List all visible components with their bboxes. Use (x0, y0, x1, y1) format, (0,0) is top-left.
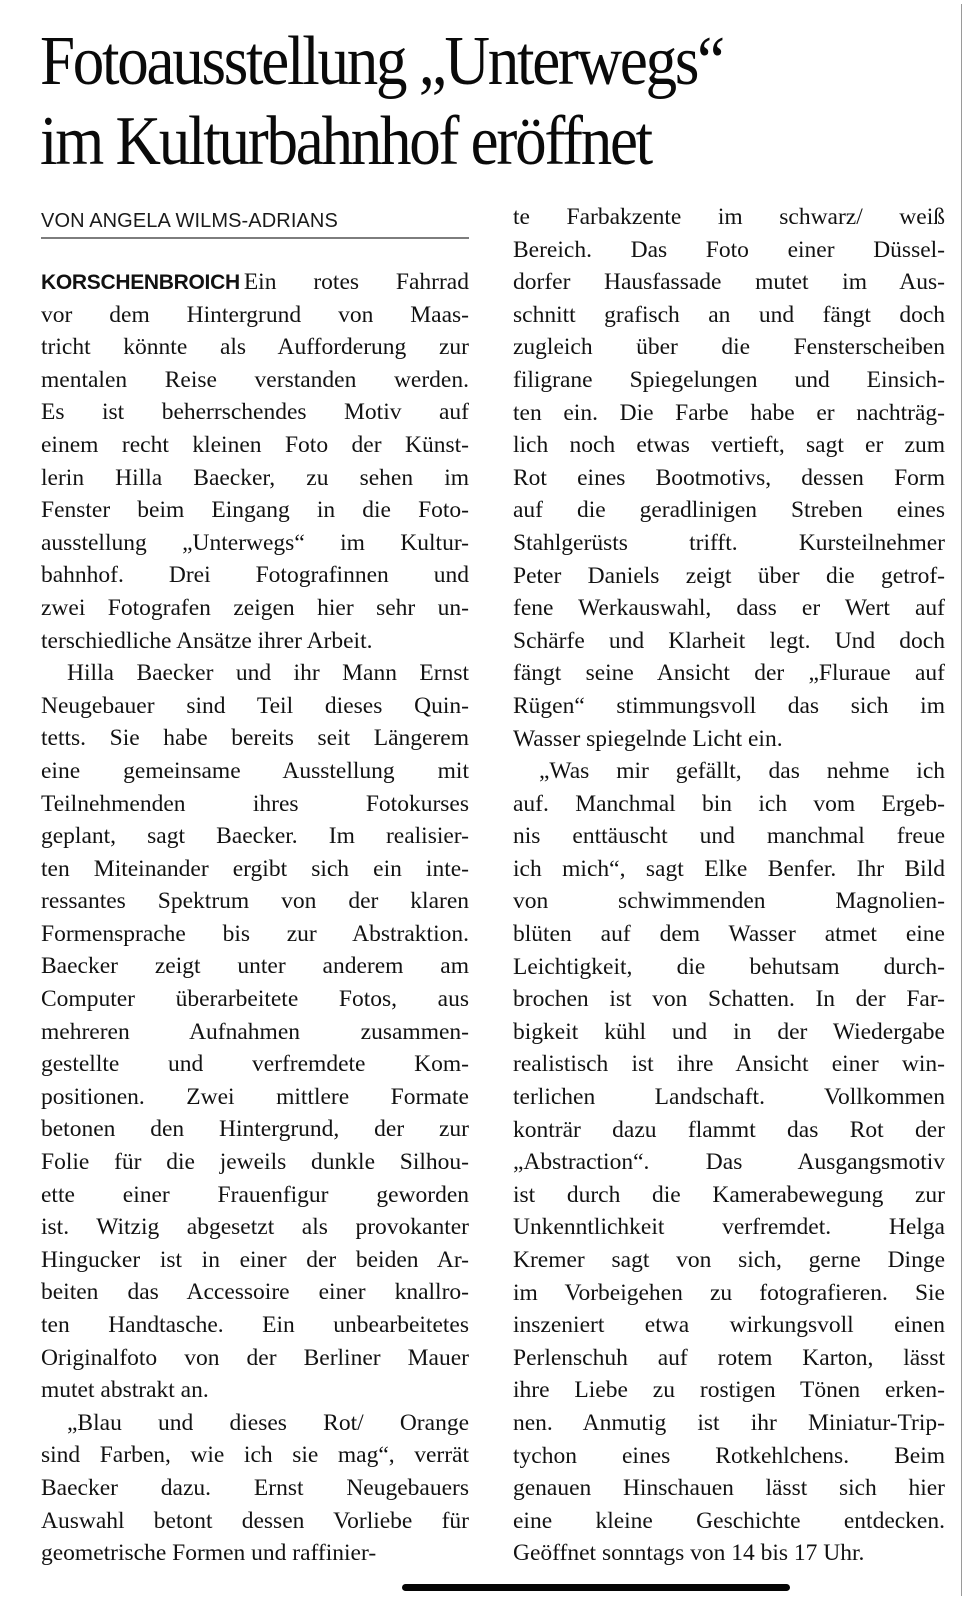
article-headline (40, 22, 850, 182)
text-line: auf die geradlinigen Streben eines (513, 497, 945, 524)
headline-line-1: Fotoausstellung „Unterwegs“ (40, 23, 723, 100)
text-line: „Blau und dieses Rot/ Orange (67, 1409, 469, 1436)
text-line: ten ein. Die Farbe habe er nachträg- (513, 399, 945, 426)
text-line: inszeniert etwa wirkungsvoll einen (513, 1312, 945, 1339)
text-line: Schärfe und Klarheit legt. Und doch (513, 627, 945, 654)
text-line: te Farbakzente im schwarz/ weiß (513, 204, 945, 230)
text-line: zwei Fotografen zeigen hier sehr un- (41, 594, 469, 621)
text-line: realistisch ist ihre Ansicht einer win- (513, 1051, 945, 1078)
text-line: brochen ist von Schatten. In der Far- (513, 986, 945, 1013)
text-line: terlichen Landschaft. Vollkommen (513, 1084, 945, 1111)
text-line: mentalen Reise verstanden werden. (41, 366, 469, 393)
text-line: geplant, sagt Baecker. Im realisier- (41, 823, 469, 850)
text-line: auf. Manchmal bin ich vom Ergeb- (513, 790, 945, 817)
text-line: mutet abstrakt an. (41, 1377, 209, 1404)
headline-line-2: im Kulturbahnhof eröffnet (40, 103, 651, 180)
text-line: Unkenntlichkeit verfremdet. Helga (513, 1214, 945, 1241)
text-line: tetts. Sie habe bereits seit Längerem (41, 725, 469, 752)
text-line: Perlenschuh auf rotem Karton, lässt (513, 1344, 945, 1371)
text-line: Rügen“ stimmungsvoll das sich im (513, 692, 945, 719)
text-line: Baecker dazu. Ernst Neugebauers (41, 1474, 469, 1501)
text-line: von schwimmenden Magnolien- (513, 888, 945, 915)
text-line: filigrane Spiegelungen und Einsich- (513, 366, 945, 393)
text-line: Teilnehmenden ihres Fotokurses (41, 790, 469, 817)
text-line: terschiedliche Ansätze ihrer Arbeit. (41, 627, 373, 654)
text-line: Fenster beim Eingang in die Foto- (41, 497, 469, 524)
text-line: tychon eines Rotkehlchens. Beim (513, 1442, 945, 1469)
text-line: betonen den Hintergrund, der zur (41, 1116, 469, 1143)
text-line: eine kleine Geschichte entdecken. (513, 1507, 945, 1534)
text-line: genauen Hinschauen lässt sich hier (513, 1475, 945, 1502)
text-line: bahnhof. Drei Fotografinnen und (41, 562, 469, 589)
text-line: ten Miteinander ergibt sich ein inte- (41, 855, 469, 882)
text-line: Hilla Baecker und ihr Mann Ernst (67, 660, 469, 687)
text-line: ich mich“, sagt Elke Benfer. Ihr Bild (513, 855, 945, 882)
text-line: vor dem Hintergrund von Maas- (41, 301, 469, 328)
byline-divider (41, 237, 469, 239)
text-line: blüten auf dem Wasser atmet eine (513, 921, 945, 948)
text-line: gestellte und verfremdete Kom- (41, 1051, 469, 1078)
text-line: schnitt grafisch an und fängt doch (513, 301, 945, 328)
text-line: im Vorbeigehen zu fotografieren. Sie (513, 1279, 945, 1306)
text-line: Kremer sagt von sich, gerne Dinge (513, 1247, 945, 1273)
text-line: konträr dazu flammt das Rot der (513, 1116, 945, 1143)
text-line: positionen. Zwei mittlere Formate (41, 1083, 469, 1110)
text-line: ist durch die Kamerabewegung zur (513, 1181, 945, 1208)
text-line: nis enttäuscht und manchmal freue (513, 823, 945, 850)
text-line (41, 266, 469, 299)
dateline: KORSCHENBROICH (41, 271, 240, 294)
text-line: Wasser spiegelnde Licht ein. (513, 725, 783, 752)
page-edge-rule (961, 4, 962, 1596)
text-line: Computer überarbeitete Fotos, aus (41, 986, 469, 1013)
text-line: fängt seine Ansicht der „Fluraue auf (513, 660, 945, 687)
text-line: beiten das Accessoire einer knallro- (41, 1279, 469, 1306)
text-line: sind Farben, wie ich sie mag“, verrät (41, 1442, 469, 1469)
text-line: „Was mir gefällt, das nehme ich (539, 758, 945, 785)
text-line: Rot eines Bootmotivs, dessen Form (513, 464, 945, 491)
text-line-content: Ein rotes Fahrrad (243, 269, 469, 295)
text-line: lich noch etwas vertieft, sagt er zum (513, 432, 945, 459)
text-line: nen. Anmutig ist ihr Miniatur-Trip- (513, 1409, 945, 1436)
text-line: Formensprache bis zur Abstraktion. (41, 920, 469, 947)
text-line: Hingucker ist in einer der beiden Ar- (41, 1246, 469, 1273)
text-line: Bereich. Das Foto einer Düssel- (513, 236, 945, 263)
text-line: fene Werkauswahl, dass er Wert auf (513, 595, 945, 622)
text-line: ten Handtasche. Ein unbearbeitetes (41, 1312, 469, 1338)
text-line: ausstellung „Unterwegs“ im Kultur- (41, 529, 469, 556)
text-line: lerin Hilla Baecker, zu sehen im (41, 464, 469, 491)
text-line: Leichtigkeit, die behutsam durch- (513, 953, 945, 980)
text-line: eine gemeinsame Ausstellung mit (41, 757, 469, 784)
text-line: geometrische Formen und raffinier- (41, 1540, 377, 1567)
text-line: ette einer Frauenfigur geworden (41, 1181, 469, 1208)
text-line: Auswahl betont dessen Vorliebe für (41, 1507, 469, 1534)
text-line: „Abstraction“. Das Ausgangsmotiv (513, 1149, 945, 1176)
text-line: zugleich über die Fensterscheiben (513, 334, 945, 361)
byline: VON ANGELA WILMS-ADRIANS (41, 210, 338, 232)
text-line: Originalfoto von der Berliner Mauer (41, 1344, 469, 1371)
article-column-left (41, 266, 469, 1570)
text-line: ist. Witzig abgesetzt als provokanter (41, 1214, 469, 1241)
text-line: ihre Liebe zu rostigen Tönen erken- (513, 1377, 945, 1404)
text-line: ressantes Spektrum von der klaren (41, 888, 469, 915)
text-line: mehreren Aufnahmen zusammen- (41, 1018, 469, 1045)
text-line: Es ist beherrschendes Motiv auf (41, 399, 469, 426)
text-line: tricht könnte als Aufforderung zur (41, 334, 469, 361)
article-column-right (513, 201, 945, 1570)
text-line: Baecker zeigt unter anderem am (41, 953, 469, 980)
text-line: Geöffnet sonntags von 14 bis 17 Uhr. (513, 1540, 865, 1567)
text-line: Folie für die jeweils dunkle Silhou- (41, 1149, 469, 1176)
text-line: Neugebauer sind Teil dieses Quin- (41, 692, 469, 719)
text-line: einem recht kleinen Foto der Künst- (41, 431, 469, 458)
text-line: Stahlgerüsts trifft. Kursteilnehmer (513, 529, 945, 556)
text-line: Peter Daniels zeigt über die getrof- (513, 562, 945, 589)
text-line: bigkeit kühl und in der Wiedergabe (513, 1018, 945, 1045)
text-line: dorfer Hausfassade mutet im Aus- (513, 269, 945, 296)
home-indicator-bar[interactable] (402, 1584, 790, 1591)
